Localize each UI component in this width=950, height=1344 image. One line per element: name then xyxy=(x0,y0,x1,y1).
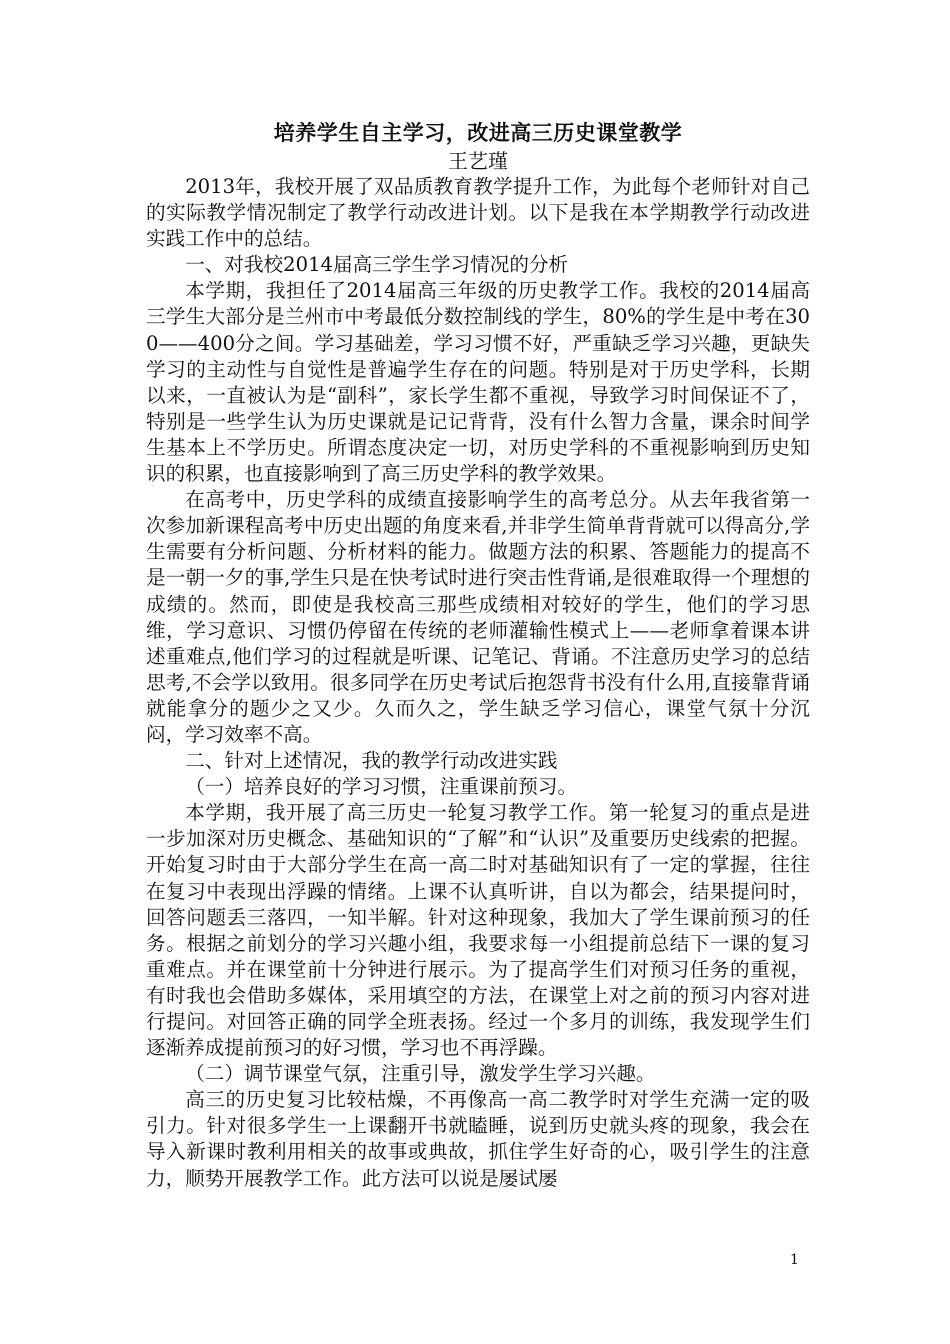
document-page xyxy=(146,118,810,1192)
subsection-heading-1: （一）培养良好的学习习惯，注重课前预习。 xyxy=(185,775,578,799)
paragraph-analysis-2: 在高考中，历史学科的成绩直接影响学生的高考总分。从去年我省第一次参加新课程高考中历史出题的角度来看,并非学生简单背背就可以得高分,学生需要有分析问题、分析材料的能力。做题方法的积累、答题能力的提高不是一朝一夕的事,学生只是在快考试时进行突击性背诵,是很难取得一个理想的成绩的。然而，即使是我校高三那些成绩相对较好的学生，他们的学习思维，学习意识、习惯仍停留在传统的老师灌输性模式上——老师拿着课本讲述重难点,他们学习的过程就是听课、记笔记、背诵。不注意历史学习的总结思考,不会学以致用。很多同学在历史考试后抱怨背书没有什么用,直接靠背诵就能拿分的题少之又少。久而久之，学生缺乏学习信心，课堂气氛十分沉闷，学习效率不高。 xyxy=(146,488,810,746)
subsection-heading-2: （二）调节课堂气氛，注重引导，激发学生学习兴趣。 xyxy=(185,1062,656,1086)
paragraph-practice-1: 本学期，我开展了高三历史一轮复习教学工作。第一轮复习的重点是进一步加深对历史概念、基础知识的“了解”和“认识”及重要历史线索的把握。开始复习时由于大部分学生在高一高二时对基础知识有了一定的掌握，往往在复习中表现出浮躁的情绪。上课不认真听讲，自以为都会，结果提问时，回答问题丢三落四，一知半解。针对这种现象，我加大了学生课前预习的任务。根据之前划分的学习兴趣小组，我要求每一小组提前总结下一课的复习重难点。并在课堂前十分钟进行展示。为了提高学生们对预习任务的重视，有时我也会借助多媒体，采用填空的方法，在课堂上对之前的预习内容对进行提问。对回答正确的同学全班表扬。经过一个多月的训练，我发现学生们逐渐养成提前预习的好习惯，学习也不再浮躁。 xyxy=(146,801,810,1060)
paragraph-intro: 2013年，我校开展了双品质教育教学提升工作，为此每个老师针对自己的实际教学情况制定了教学行动改进计划。以下是我在本学期教学行动改进实践工作中的总结。 xyxy=(146,175,810,251)
page-number: 1 xyxy=(790,1252,799,1268)
paragraph-practice-2: 高三的历史复习比较枯燥，不再像高一高二教学时对学生充满一定的吸引力。针对很多学生一上课翻开书就瞌睡，说到历史就头疼的现象，我会在导入新课时教利用相关的故事或典故，抓住学生好奇的心，吸引学生的注意力，顺势开展教学工作。此方法可以说是屡试屡 xyxy=(146,1088,810,1190)
paragraph-analysis-1: 本学期，我担任了2014届高三年级的历史教学工作。我校的2014届高三学生大部分是兰州市中考最低分数控制线的学生，80%的学生是中考在300——400分之间。学习基础差，学习习惯不好，严重缺乏学习兴趣，更缺失学习的主动性与自觉性是普遍学生存在的问题。特别是对于历史学科，长期以来，一直被认为是“副科”，家长学生都不重视，导致学习时间保证不了，特别是一些学生认为历史课就是记记背背，没有什么智力含量，课余时间学生基本上不学历史。所谓态度决定一切，对历史学科的不重视影响到历史知识的积累，也直接影响到了高三历史学科的教学效果。 xyxy=(146,279,810,486)
document-title: 培养学生自主学习，改进高三历史课堂教学 xyxy=(273,120,683,145)
document-author: 王艺瑾 xyxy=(448,149,508,173)
section-heading-1: 一、对我校2014届高三学生学习情况的分析 xyxy=(185,253,569,277)
section-heading-2: 二、针对上述情况，我的教学行动改进实践 xyxy=(185,749,558,773)
